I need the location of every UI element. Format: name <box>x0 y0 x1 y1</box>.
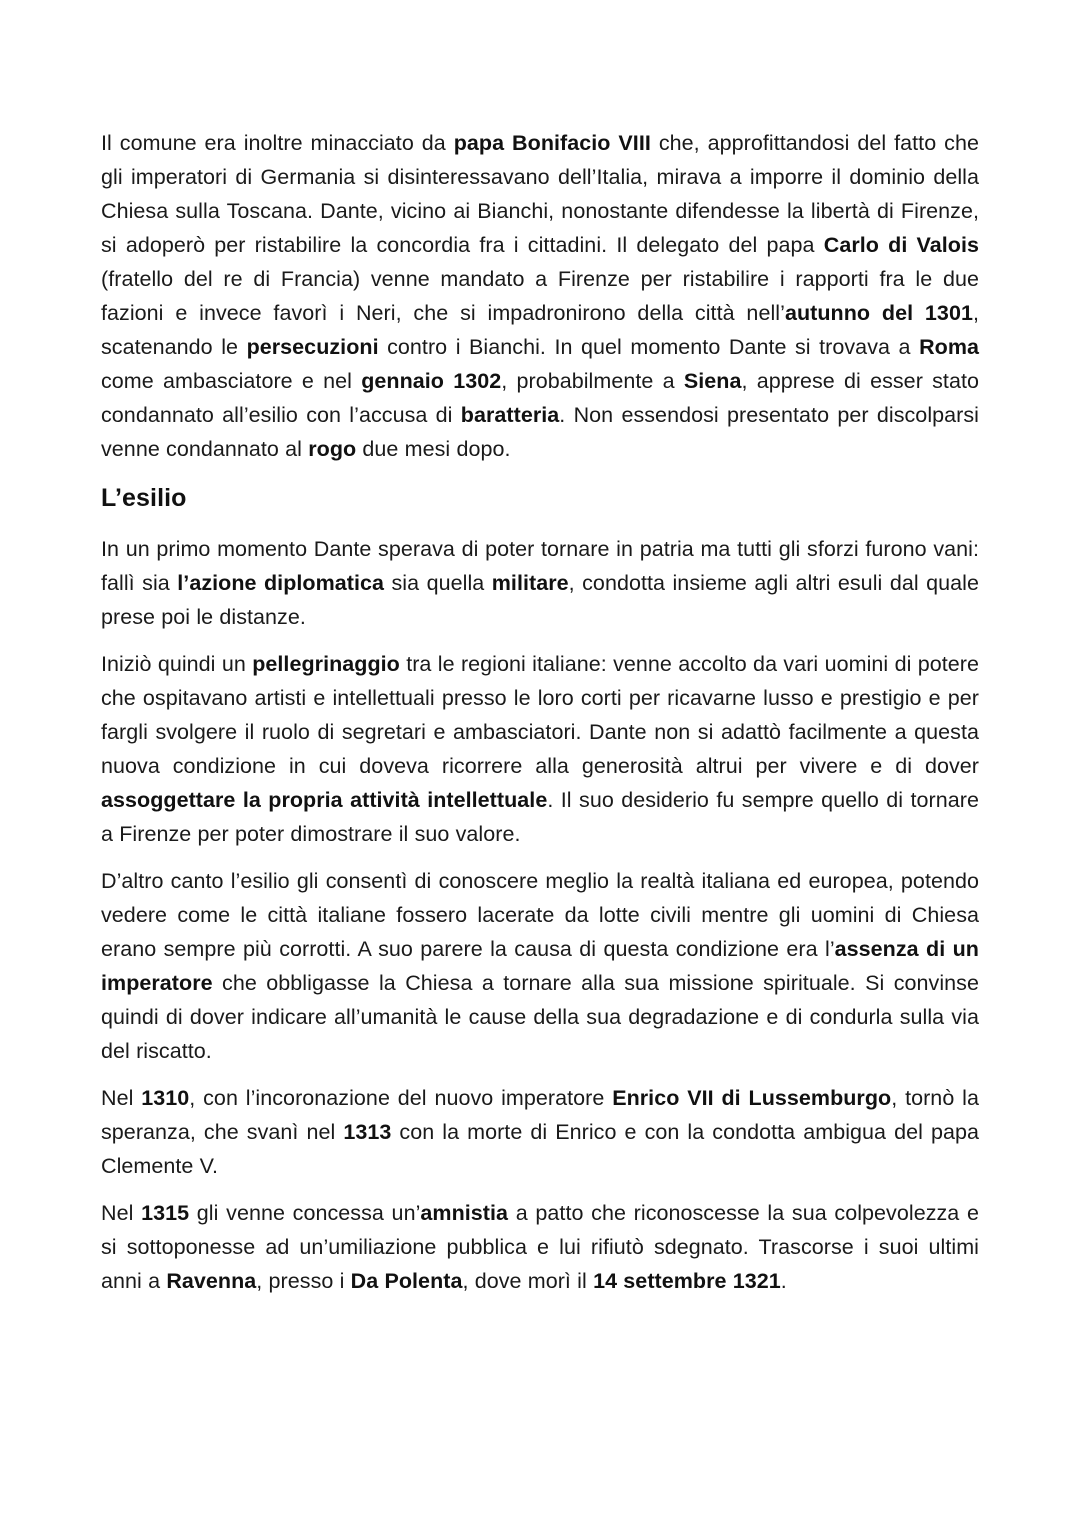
bold-run: Carlo di Valois <box>823 233 979 257</box>
bold-run: autunno del 1301 <box>784 301 973 325</box>
paragraph-bonifacio: Il comune era inoltre minacciato da papa Bonifacio VIII che, approfittandosi del fatto che gli imperatori di Germania si disinteressavano dell’Italia, mirava a imporre il dominio della Chiesa sulla Toscana. Dante, vicino ai Bianchi, nonostante difendesse la libertà di Firenze, si adoperò per ristabilire la concordia fra i cittadini. Il delegato del papa Carlo di Valois (fratello del re di Francia) venne mandato a Firenze per ristabilire i rapporti fra le due fazioni e invece favorì i Neri, che si impadronirono della città nell’autunno del 1301, scatenando le persecuzioni contro i Bianchi. In quel momento Dante si trovava a Roma come ambasciatore e nel gennaio 1302, probabilmente a Siena, apprese di esser stato condannato all’esilio con l’accusa di baratteria. Non essendosi presentato per discolparsi venne condannato al rogo due mesi dopo. <box>101 131 979 461</box>
bold-run: 1310 <box>141 1086 190 1110</box>
bold-run: amnistia <box>420 1201 509 1225</box>
bold-run: 1313 <box>343 1120 392 1144</box>
paragraph-nel-1315: Nel 1315 gli venne concessa un’amnistia a patto che riconoscesse la sua colpevolezza e si sottoponesse ad un’umiliazione pubblica e lui rifiutò sdegnato. Trascorse i suoi ultimi anni a Ravenna, presso i Da Polenta, dove morì il 14 settembre 1321. <box>101 1201 979 1293</box>
bold-run: assenza di un imperatore <box>101 937 979 995</box>
bold-run: persecuzioni <box>246 335 379 359</box>
paragraph-nel-1310: Nel 1310, con l’incoronazione del nuovo imperatore Enrico VII di Lussemburgo, tornò la speranza, che svanì nel 1313 con la morte di Enrico e con la condotta ambigua del papa Clemente V. <box>101 1086 979 1178</box>
section-heading-esilio: L’esilio <box>101 484 187 512</box>
document-content <box>101 126 979 1311</box>
bold-run: gennaio 1302 <box>361 369 502 393</box>
bold-run: Da Polenta <box>350 1269 463 1293</box>
paragraph-pellegrinaggio: Iniziò quindi un pellegrinaggio tra le regioni italiane: venne accolto da vari uomini di potere che ospitavano artisti e intellettuali presso le loro corti per ricavarne lusso e prestigio e per fargli svolgere il ruolo di segretari e ambasciatori. Dante non si adattò facilmente a questa nuova condizione in cui doveva ricorrere alla generosità altrui per vivere e di dover assoggettare la propria attività intellettuale. Il suo desiderio fu sempre quello di tornare a Firenze per poter dimostrare il suo valore. <box>101 652 980 846</box>
paragraph-daltro-canto: D’altro canto l’esilio gli consentì di conoscere meglio la realtà italiana ed europea, potendo vedere come le città italiane fossero lacerate da lotte civili mentre gli uomini di Chiesa erano sempre più corrotti. A suo parere la causa di questa condizione era l’assenza di un imperatore che obbligasse la Chiesa a tornare alla sua missione spirituale. Si convinse quindi di dover indicare all’umanità le cause della sua degradazione e di condurla sulla via del riscatto. <box>101 869 979 1063</box>
bold-run: Roma <box>919 335 979 359</box>
paragraph-primo-momento: In un primo momento Dante sperava di poter tornare in patria ma tutti gli sforzi furono vani: fallì sia l’azione diplomatica sia quella militare, condotta insieme agli altri esuli dal quale prese poi le distanze. <box>101 537 979 629</box>
bold-run: baratteria <box>460 403 560 427</box>
bold-run: Siena <box>683 369 742 393</box>
bold-run: Enrico VII di Lussemburgo <box>612 1086 892 1110</box>
bold-run: rogo <box>308 437 357 461</box>
bold-run: militare <box>491 571 569 595</box>
bold-run: assoggettare la propria attività intellettuale <box>101 788 548 812</box>
bold-run: Ravenna <box>166 1269 257 1293</box>
bold-run: 1315 <box>141 1201 190 1225</box>
bold-run: l’azione diplomatica <box>177 571 385 595</box>
bold-run: 14 settembre 1321 <box>593 1269 781 1293</box>
bold-run: papa Bonifacio VIII <box>453 131 651 155</box>
bold-run: pellegrinaggio <box>252 652 400 676</box>
